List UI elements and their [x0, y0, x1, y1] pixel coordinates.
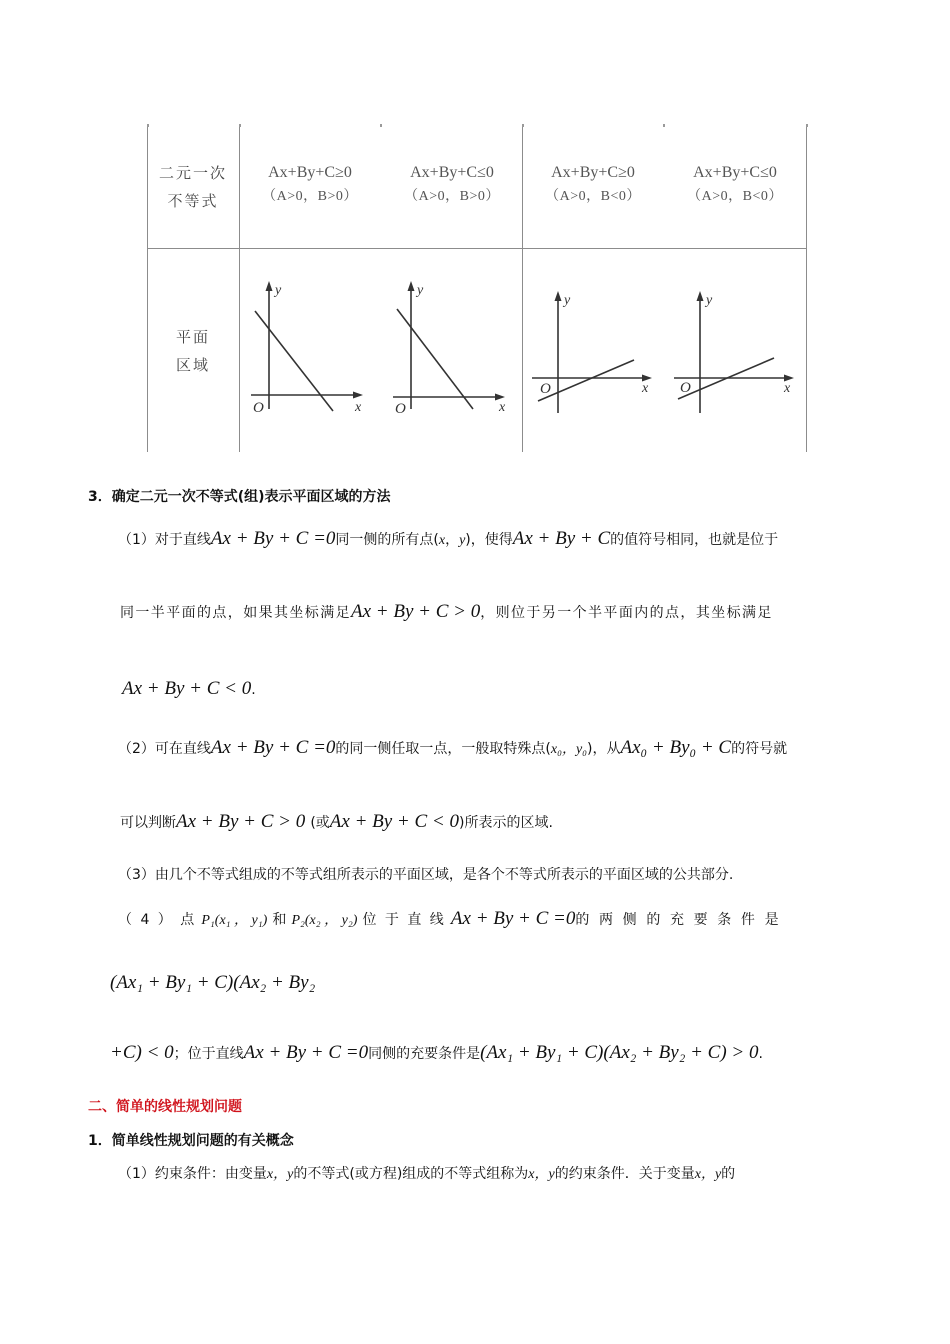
boundary-line: [538, 360, 634, 401]
inequality-cell-3: [522, 160, 664, 208]
paragraph-2-line-1: [118, 737, 787, 759]
chapter-heading: 二、简单的线性规划问题: [88, 1099, 242, 1115]
math-point-p2: P₂(x₂ ， y₂): [291, 913, 358, 928]
table-tick: [522, 124, 524, 127]
y-axis-label: y: [275, 283, 282, 298]
text: （1）对于直线: [118, 532, 211, 548]
origin-label: O: [253, 400, 264, 416]
text: 的符号就: [731, 741, 788, 757]
table-tick: [239, 124, 241, 127]
paragraph-4-line-1: [118, 908, 781, 930]
math-line-equation: Ax + By + C =0: [243, 1042, 369, 1063]
y-axis-arrow-icon: [408, 281, 415, 291]
math-var: x，y: [694, 1167, 722, 1182]
text: 同侧的充要条件是: [368, 1046, 481, 1062]
math-inequality: Ax + By + C < 0: [122, 678, 252, 699]
row-label-inequality: [147, 159, 239, 215]
text: 可以判断: [120, 815, 176, 831]
math-product-part2: +C) < 0: [110, 1042, 174, 1063]
condition-text: （A>0，B<0）: [545, 189, 641, 204]
paragraph-1-line-1: [118, 528, 778, 550]
text: 位 于 直 线: [362, 912, 446, 928]
paragraph-2-line-2: [120, 811, 553, 833]
table-row-divider: [147, 248, 807, 249]
origin-label: O: [680, 380, 691, 396]
y-axis-label: y: [564, 293, 571, 308]
subsection-heading: 1．简单线性规划问题的有关概念: [88, 1133, 294, 1149]
region-graph-2: [385, 277, 519, 427]
text: .: [251, 682, 256, 698]
inequality-text: Ax+By+C≥0: [268, 164, 352, 181]
text: （1）约束条件：由变量: [118, 1166, 267, 1182]
table-tick: [147, 124, 149, 127]
paragraph-constraints: [118, 1163, 735, 1183]
table-tick: [380, 124, 382, 127]
region-graph-3: [526, 277, 660, 427]
math-product-same: (Ax₁ + By₁ + C)(Ax₂ + By₂ + C) > 0: [480, 1042, 759, 1063]
math-var: x，y: [528, 1167, 555, 1182]
math-var: y: [459, 533, 466, 548]
text: 同一侧的所有点(: [335, 532, 439, 548]
text: 的 两 侧 的 充 要 条 件 是: [575, 912, 782, 928]
math-inequality: Ax + By + C > 0: [351, 601, 481, 622]
condition-text: （A>0，B<0）: [687, 189, 783, 204]
paragraph-4-line-3: [110, 1042, 763, 1064]
x-axis-label: x: [784, 381, 791, 396]
condition-text: （A>0，B>0）: [262, 189, 358, 204]
text: ，: [445, 532, 460, 548]
text: )，从: [587, 741, 621, 757]
boundary-line: [397, 309, 473, 409]
text: )，使得: [465, 532, 513, 548]
math-line-equation: Ax + By + C =0: [210, 528, 336, 549]
y-axis-arrow-icon: [697, 291, 704, 301]
y-axis-arrow-icon: [266, 281, 273, 291]
text: )所表示的区域.: [459, 815, 553, 831]
row-label-region: [147, 323, 239, 379]
text: 的不等式(或方程)组成的不等式组称为: [293, 1166, 529, 1182]
math-inequality: Ax + By + C > 0: [176, 811, 306, 832]
text: 和: [272, 912, 287, 928]
y-axis-label: y: [417, 283, 424, 298]
text: 的值符号相同，也就是位于: [610, 532, 779, 548]
text: （2）可在直线: [118, 741, 211, 757]
origin-label: O: [395, 401, 406, 417]
text: 的: [721, 1166, 736, 1182]
paragraph-1-line-2: [120, 601, 773, 623]
origin-label: O: [540, 381, 551, 397]
paragraph-1-line-3: [122, 678, 256, 700]
table-tick: [663, 124, 665, 127]
row-label-text: 二元一次: [158, 164, 227, 182]
text: (或: [310, 815, 330, 831]
math-line-equation: Ax + By + C =0: [450, 908, 576, 929]
inequality-text: Ax+By+C≤0: [693, 164, 777, 181]
math-var: x: [438, 533, 446, 548]
math-point: x₀，y₀: [550, 742, 588, 757]
row-label-text: 不等式: [167, 192, 219, 210]
row-label-text: 区域: [175, 356, 210, 374]
x-axis-label: x: [642, 381, 649, 396]
table-tick: [806, 124, 808, 127]
y-axis-label: y: [706, 293, 713, 308]
inequality-cell-2: [381, 160, 523, 208]
text: 的约束条件．关于变量: [554, 1166, 695, 1182]
section-heading: 3．确定二元一次不等式(组)表示平面区域的方法: [88, 489, 391, 505]
y-axis-arrow-icon: [555, 291, 562, 301]
text: .: [758, 1046, 763, 1062]
inequality-region-table: [147, 127, 807, 452]
paragraph-4-line-2: [110, 972, 315, 994]
inequality-cell-4: [664, 160, 806, 208]
math-product-part1: (Ax₁ + By₁ + C)(Ax₂ + By₂: [110, 972, 316, 993]
table-border-right: [806, 127, 807, 452]
text: ，则位于另一个半平面内的点，其坐标满足: [480, 605, 773, 621]
text: 同一半平面的点，如果其坐标满足: [120, 605, 351, 621]
math-point-p1: P₁(x₁ ， y₁): [201, 913, 268, 928]
condition-text: （A>0，B>0）: [404, 189, 500, 204]
text: ；位于直线: [173, 1046, 244, 1062]
text: （ 4 ） 点: [118, 912, 197, 928]
paragraph-3: （3）由几个不等式组成的不等式组所表示的平面区域，是各个不等式所表示的平面区域的公共部分.: [118, 867, 734, 883]
math-var: x，y: [266, 1167, 294, 1182]
region-graph-1: [243, 277, 377, 427]
region-graph-4: [668, 277, 802, 427]
inequality-cell-1: [239, 160, 381, 208]
x-axis-arrow-icon: [353, 392, 363, 399]
math-inequality: Ax + By + C < 0: [329, 811, 459, 832]
x-axis-label: x: [499, 400, 506, 415]
inequality-text: Ax+By+C≤0: [410, 164, 494, 181]
boundary-line: [255, 311, 333, 411]
row-label-text: 平面: [175, 328, 210, 346]
math-line-equation: Ax + By + C =0: [210, 737, 336, 758]
math-expression: Ax₀ + By₀ + C: [620, 737, 732, 758]
math-expression: Ax + By + C: [512, 528, 611, 549]
x-axis-label: x: [355, 400, 362, 415]
text: 的同一侧任取一点，一般取特殊点(: [335, 741, 551, 757]
inequality-text: Ax+By+C≥0: [551, 164, 635, 181]
